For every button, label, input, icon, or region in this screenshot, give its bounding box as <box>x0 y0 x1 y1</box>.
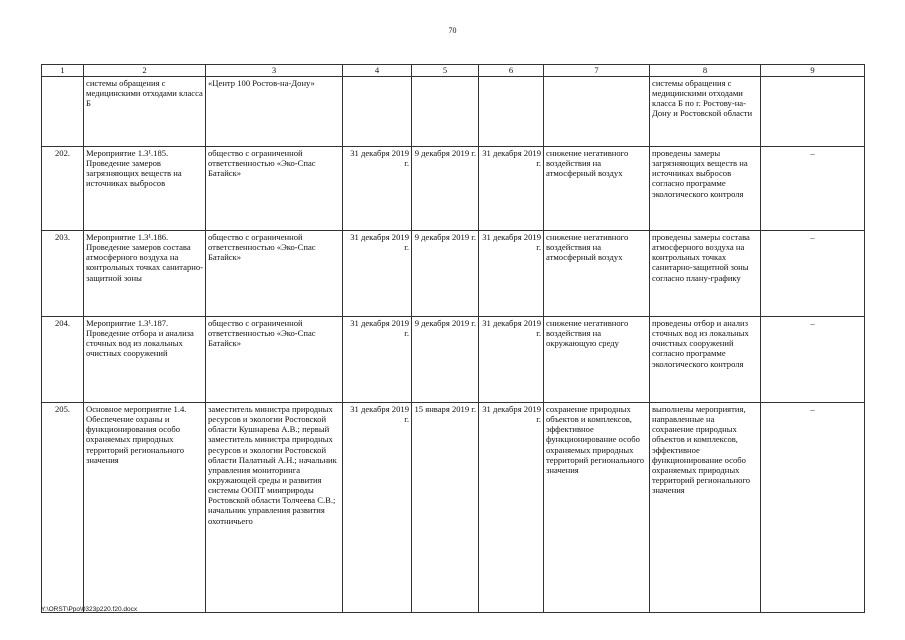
start-date-cell <box>412 77 479 147</box>
actual-result-cell: проведены отбор и анализ сточных вод из локальных очистных сооружений согласно программе экологического контроля <box>650 317 761 403</box>
note-cell <box>761 77 865 147</box>
expected-result-cell: снижение негативного воздействия на атмосферный воздух <box>544 231 650 317</box>
activity-cell: системы обращения с медицинскими отходами класса Б <box>84 77 206 147</box>
column-header: 3 <box>206 65 343 77</box>
planned-date-cell <box>343 77 412 147</box>
column-header: 7 <box>544 65 650 77</box>
planned-date-cell: 31 декабря 2019 г. <box>343 317 412 403</box>
expected-result-cell: сохранение природных объектов и комплексов, эффективное функционирование особо охраняемых природных территорий регионального значения <box>544 403 650 613</box>
table-header-row <box>42 65 865 77</box>
page-number: 70 <box>448 26 457 35</box>
actual-result-cell: выполнены мероприятия, направленные на сохранение природных объектов и комплексов, эффективное функционирование особо охраняемых природных территорий регионального значения <box>650 403 761 613</box>
start-date-cell: 9 декабря 2019 г. <box>412 317 479 403</box>
column-header: 8 <box>650 65 761 77</box>
column-header: 1 <box>42 65 84 77</box>
column-header: 9 <box>761 65 865 77</box>
report-table <box>41 64 865 613</box>
start-date-cell: 9 декабря 2019 г. <box>412 147 479 231</box>
expected-result-cell <box>544 77 650 147</box>
end-date-cell: 31 декабря 2019 г. <box>479 317 544 403</box>
row-number: 203. <box>42 231 84 317</box>
table-row <box>42 317 865 403</box>
table-row <box>42 147 865 231</box>
executor-cell: заместитель министра природных ресурсов и экологии Ростовской области Кушнарева А.В.; первый заместитель министра природных ресурсов и экологии Ростовской области Палатный А.Н.; начальник управления мониторинга окружающей среды и развития системы ООПТ минприроды Ростовской области Толчеева С.В.; начальник управления развития охотничьего <box>206 403 343 613</box>
executor-cell: общество с ограниченной ответственностью «Эко-Спас Батайск» <box>206 317 343 403</box>
executor-cell: «Центр 100 Ростов-на-Дону» <box>206 77 343 147</box>
row-number: 202. <box>42 147 84 231</box>
start-date-cell: 15 января 2019 г. <box>412 403 479 613</box>
actual-result-cell: проведены замеры состава атмосферного воздуха на контрольных точках санитарно-защитной зоны согласно плану-графику <box>650 231 761 317</box>
row-number: 205. <box>42 403 84 613</box>
activity-cell: Мероприятие 1.3¹.187. Проведение отбора и анализа сточных вод из локальных очистных сооружений <box>84 317 206 403</box>
table-row <box>42 231 865 317</box>
executor-cell: общество с ограниченной ответственностью «Эко-Спас Батайск» <box>206 231 343 317</box>
planned-date-cell: 31 декабря 2019 г. <box>343 147 412 231</box>
note-cell: – <box>761 317 865 403</box>
end-date-cell: 31 декабря 2019 г. <box>479 403 544 613</box>
column-header: 2 <box>84 65 206 77</box>
executor-cell: общество с ограниченной ответственностью «Эко-Спас Батайск» <box>206 147 343 231</box>
expected-result-cell: снижение негативного воздействия на атмосферный воздух <box>544 147 650 231</box>
column-header: 5 <box>412 65 479 77</box>
expected-result-cell: снижение негативного воздействия на окружающую среду <box>544 317 650 403</box>
actual-result-cell: проведены замеры загрязняющих веществ на источниках выбросов согласно программе экологического контроля <box>650 147 761 231</box>
end-date-cell: 31 декабря 2019 г. <box>479 147 544 231</box>
table-row <box>42 77 865 147</box>
row-number: 204. <box>42 317 84 403</box>
note-cell: – <box>761 147 865 231</box>
column-header: 6 <box>479 65 544 77</box>
start-date-cell: 9 декабря 2019 г. <box>412 231 479 317</box>
file-path-footer: Y:\ORST\Ppo\0323p220.f20.docx <box>41 606 138 613</box>
row-number <box>42 77 84 147</box>
column-header: 4 <box>343 65 412 77</box>
activity-cell: Основное мероприятие 1.4. Обеспечение охраны и функционирования особо охраняемых природных территорий регионального значения <box>84 403 206 613</box>
activity-cell: Мероприятие 1.3¹.185. Проведение замеров загрязняющих веществ на источниках выбросов <box>84 147 206 231</box>
note-cell: – <box>761 403 865 613</box>
planned-date-cell: 31 декабря 2019 г. <box>343 403 412 613</box>
note-cell: – <box>761 231 865 317</box>
planned-date-cell: 31 декабря 2019 г. <box>343 231 412 317</box>
end-date-cell <box>479 77 544 147</box>
table-row <box>42 403 865 613</box>
activity-cell: Мероприятие 1.3¹.186. Проведение замеров состава атмосферного воздуха на контрольных точках санитарно-защитной зоны <box>84 231 206 317</box>
actual-result-cell: системы обращения с медицинскими отходами класса Б по г. Ростову-на-Дону и Ростовской области <box>650 77 761 147</box>
end-date-cell: 31 декабря 2019 г. <box>479 231 544 317</box>
